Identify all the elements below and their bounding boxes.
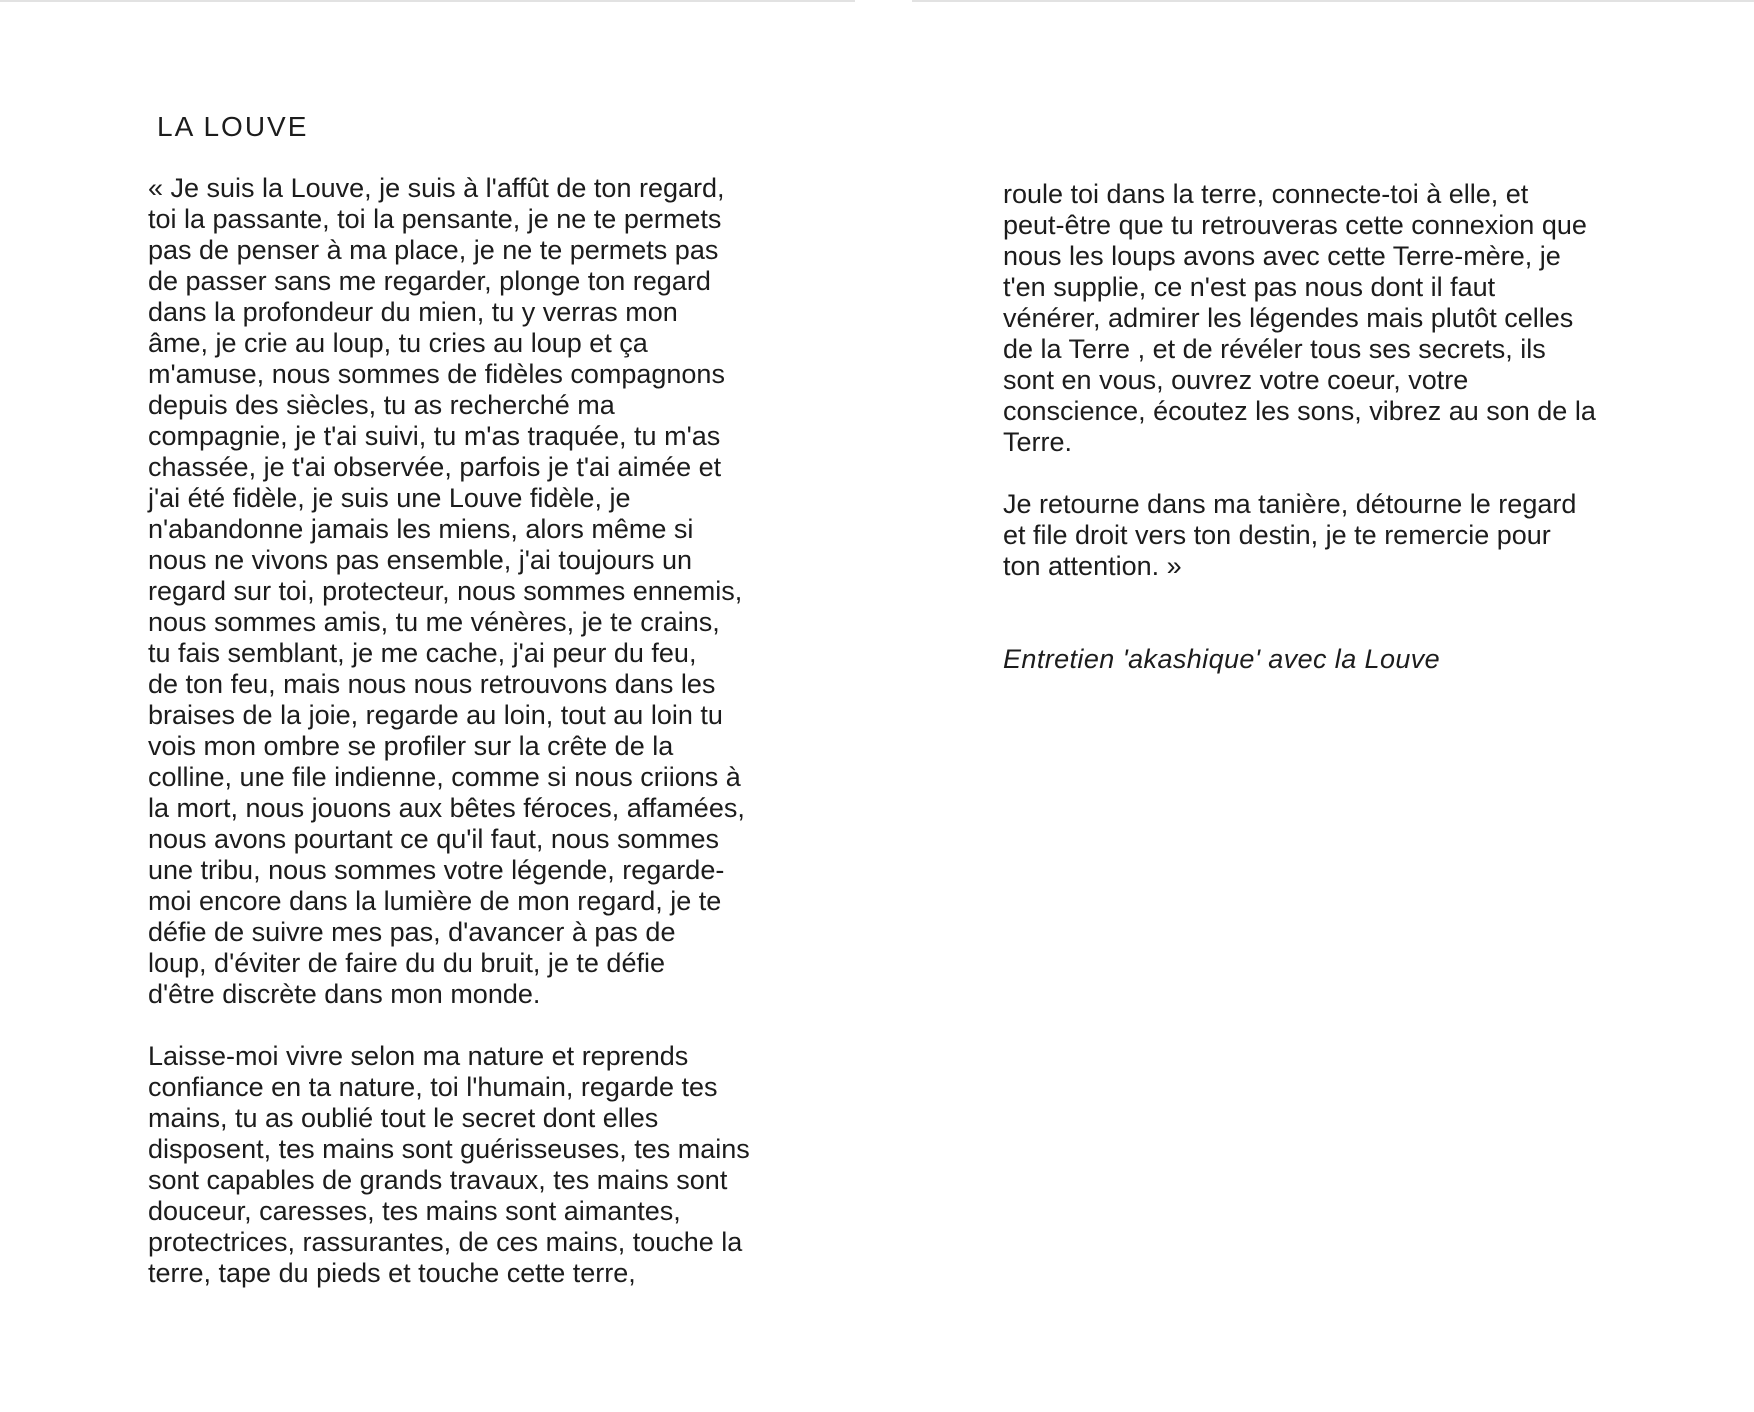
text-line: de passer sans me regarder, plonge ton regard <box>148 266 711 296</box>
text-line: ton attention. » <box>1003 551 1182 581</box>
text-line: t'en supplie, ce n'est pas nous dont il faut <box>1003 272 1496 302</box>
text-line: Laisse-moi vivre selon ma nature et reprends <box>148 1041 689 1071</box>
text-line: braises de la joie, regarde au loin, tout au loin tu <box>148 700 723 730</box>
text-line: sont capables de grands travaux, tes mains sont <box>148 1165 728 1195</box>
text-line: n'abandonne jamais les miens, alors même si <box>148 514 694 544</box>
text-line: loup, d'éviter de faire du du bruit, je te défie <box>148 948 665 978</box>
paragraph <box>1003 489 1596 582</box>
text-line: d'être discrète dans mon monde. <box>148 979 541 1009</box>
text-line: colline, une file indienne, comme si nous criions à <box>148 762 741 792</box>
text-line: m'amuse, nous sommes de fidèles compagnons <box>148 359 725 389</box>
text-line: douceur, caresses, tes mains sont aimantes, <box>148 1196 681 1226</box>
text-line: depuis des siècles, tu as recherché ma <box>148 390 615 420</box>
text-line: nous les loups avons avec cette Terre-mère, je <box>1003 241 1561 271</box>
text-line: toi la passante, toi la pensante, je ne te permets <box>148 204 722 234</box>
text-line: protectrices, rassurantes, de ces mains, touche la <box>148 1227 743 1257</box>
text-line: nous sommes amis, tu me vénères, je te crains, <box>148 607 720 637</box>
paragraph <box>148 1041 750 1289</box>
text-line: tu fais semblant, je me cache, j'ai peur du feu, <box>148 638 697 668</box>
text-line: roule toi dans la terre, connecte-toi à elle, et <box>1003 179 1529 209</box>
text-line: de la Terre , et de révéler tous ses secrets, ils <box>1003 334 1546 364</box>
text-line: « Je suis la Louve, je suis à l'affût de ton regard, <box>148 173 725 203</box>
text-line: sont en vous, ouvrez votre coeur, votre <box>1003 365 1469 395</box>
left-page-body <box>148 173 750 1320</box>
text-line: regard sur toi, protecteur, nous sommes ennemis, <box>148 576 743 606</box>
text-line: mains, tu as oublié tout le secret dont elles <box>148 1103 659 1133</box>
text-line: Je retourne dans ma tanière, détourne le regard <box>1003 489 1577 519</box>
paragraph <box>1003 179 1596 458</box>
text-line: moi encore dans la lumière de mon regard, je te <box>148 886 722 916</box>
text-line: défie de suivre mes pas, d'avancer à pas de <box>148 917 676 947</box>
text-line: la mort, nous jouons aux bêtes féroces, affamées, <box>148 793 745 823</box>
signature: Entretien 'akashique' avec la Louve <box>1003 644 1441 674</box>
text-line: de ton feu, mais nous nous retrouvons dans les <box>148 669 716 699</box>
text-line: confiance en ta nature, toi l'humain, regarde tes <box>148 1072 718 1102</box>
text-line: vois mon ombre se profiler sur la crête de la <box>148 731 674 761</box>
text-line: j'ai été fidèle, je suis une Louve fidèle, je <box>148 483 631 513</box>
paragraph <box>148 173 750 1010</box>
page-title: LA LOUVE <box>157 111 309 142</box>
left-page-top-edge <box>0 0 855 2</box>
text-line: chassée, je t'ai observée, parfois je t'ai aimée et <box>148 452 722 482</box>
text-line: disposent, tes mains sont guérisseuses, tes mains <box>148 1134 750 1164</box>
text-line: une tribu, nous sommes votre légende, regarde- <box>148 855 725 885</box>
text-line: nous ne vivons pas ensemble, j'ai toujours un <box>148 545 692 575</box>
text-line: Terre. <box>1003 427 1073 457</box>
right-page-body <box>1003 179 1596 675</box>
text-line: terre, tape du pieds et touche cette terre, <box>148 1258 636 1288</box>
text-line: dans la profondeur du mien, tu y verras mon <box>148 297 678 327</box>
text-line: âme, je crie au loup, tu cries au loup et ça <box>148 328 648 358</box>
left-page <box>0 0 855 1412</box>
right-page <box>912 0 1754 1412</box>
text-line: vénérer, admirer les légendes mais plutôt celles <box>1003 303 1574 333</box>
text-line: compagnie, je t'ai suivi, tu m'as traquée, tu m'as <box>148 421 721 451</box>
text-line: pas de penser à ma place, je ne te permets pas <box>148 235 719 265</box>
text-line: peut-être que tu retrouveras cette connexion que <box>1003 210 1587 240</box>
text-line: nous avons pourtant ce qu'il faut, nous sommes <box>148 824 719 854</box>
text-line: conscience, écoutez les sons, vibrez au son de la <box>1003 396 1596 426</box>
right-page-top-edge <box>912 0 1754 2</box>
text-line: et file droit vers ton destin, je te remercie pour <box>1003 520 1551 550</box>
